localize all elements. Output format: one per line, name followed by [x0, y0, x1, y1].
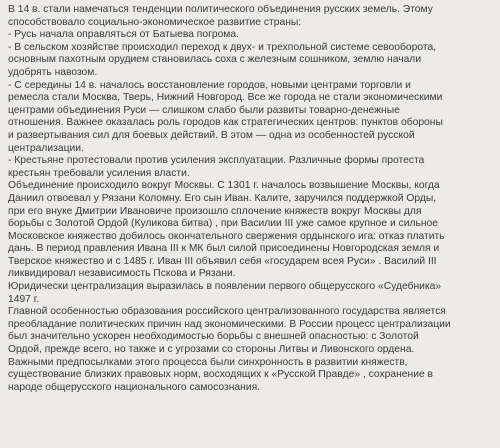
- text-line: Даниил отвоевал у Рязани Коломну. Его сын Иван. Калите, заручился поддержкой Орды,: [8, 192, 437, 204]
- text-line: - Крестьяне протестовали против усиления эксплуатации. Различные формы протеста: [8, 155, 425, 167]
- text-line: - В сельском хозяйстве происходил переход к двух- и трехпольной системе севооборота,: [8, 41, 437, 53]
- text-line: был значительно ускорен необходимостью борьбы с внешней опасностью: с Золотой: [8, 331, 419, 343]
- text-line: Московское княжество добилось окончательного свержения ордынского ига: отказ платить: [8, 230, 445, 242]
- text-line: Тверское княжество и с 1485 г. Иван III объявил себя «государем всея Руси» . Василий III: [8, 255, 437, 267]
- text-line: 1497 г.: [8, 293, 40, 305]
- text-line: В 14 в. стали намечаться тенденции политического объединения русских земель. Этому: [8, 4, 433, 15]
- text-line: способствовало социально-экономическое развитие страны:: [8, 16, 302, 28]
- text-line: существование близких правовых норм, восходящих к «Русской Правде» , сохранение в: [8, 369, 434, 381]
- text-line: - С середины 14 в. началось восстановление городов, новыми центрами торговли и: [8, 79, 411, 91]
- text-line: при его внуке Дмитрии Ивановиче произошло сплочение княжеств вокруг Москвы для: [8, 205, 422, 217]
- text-line: Главной особенностью образования российского централизованного государства является: [8, 306, 446, 318]
- text-line: отношения. Важнее оказалась роль городов как стратегических центров: пунктов обороны: [8, 117, 443, 129]
- text-line: удобрять навозом.: [8, 66, 98, 78]
- document-text: [8, 4, 490, 394]
- text-line: ремесла стали Москва, Тверь, Нижний Новгород. Все же города не стали экономическими: [8, 92, 443, 104]
- text-line: ликвидировал независимость Пскова и Рязани.: [8, 268, 236, 280]
- text-line: борьбы с Золотой Ордой (Куликова битва) , при Василии III уже самое крупное и сильное: [8, 218, 438, 230]
- text-line: и развертывания сил для боевых действий. В этом — одна из особенностей русской: [8, 129, 415, 141]
- text-line: Важными предпосылками этого процесса были синхронность в развитии княжеств,: [8, 356, 408, 368]
- text-line: Ордой, прежде всего, но также и с угрозами со стороны Литвы и Ливонского ордена.: [8, 344, 415, 356]
- text-line: - Русь начала оправляться от Батыева погрома.: [8, 29, 239, 41]
- text-line: центрами объединения Руси — слишком слабо были развиты товарно-денежные: [8, 104, 400, 116]
- text-line: Юридически централизация выразилась в появлении первого общерусского «Судебника»: [8, 281, 442, 293]
- text-line: народе общерусского национального самосознания.: [8, 381, 261, 393]
- text-line: Объединение происходило вокруг Москвы. С 1301 г. началось возвышение Москвы, когда: [8, 180, 440, 192]
- text-line: основным пахотным орудием становилась соха с железным сошником, землю начали: [8, 54, 422, 66]
- text-line: преобладание политических причин над экономическими. В России процесс централизации: [8, 318, 451, 330]
- text-line: дань. В период правления Ивана III к МК был силой присоединены Новгородская земля и: [8, 243, 440, 255]
- text-line: крестьян требовали усиления власти.: [8, 167, 190, 179]
- text-line: централизации.: [8, 142, 84, 154]
